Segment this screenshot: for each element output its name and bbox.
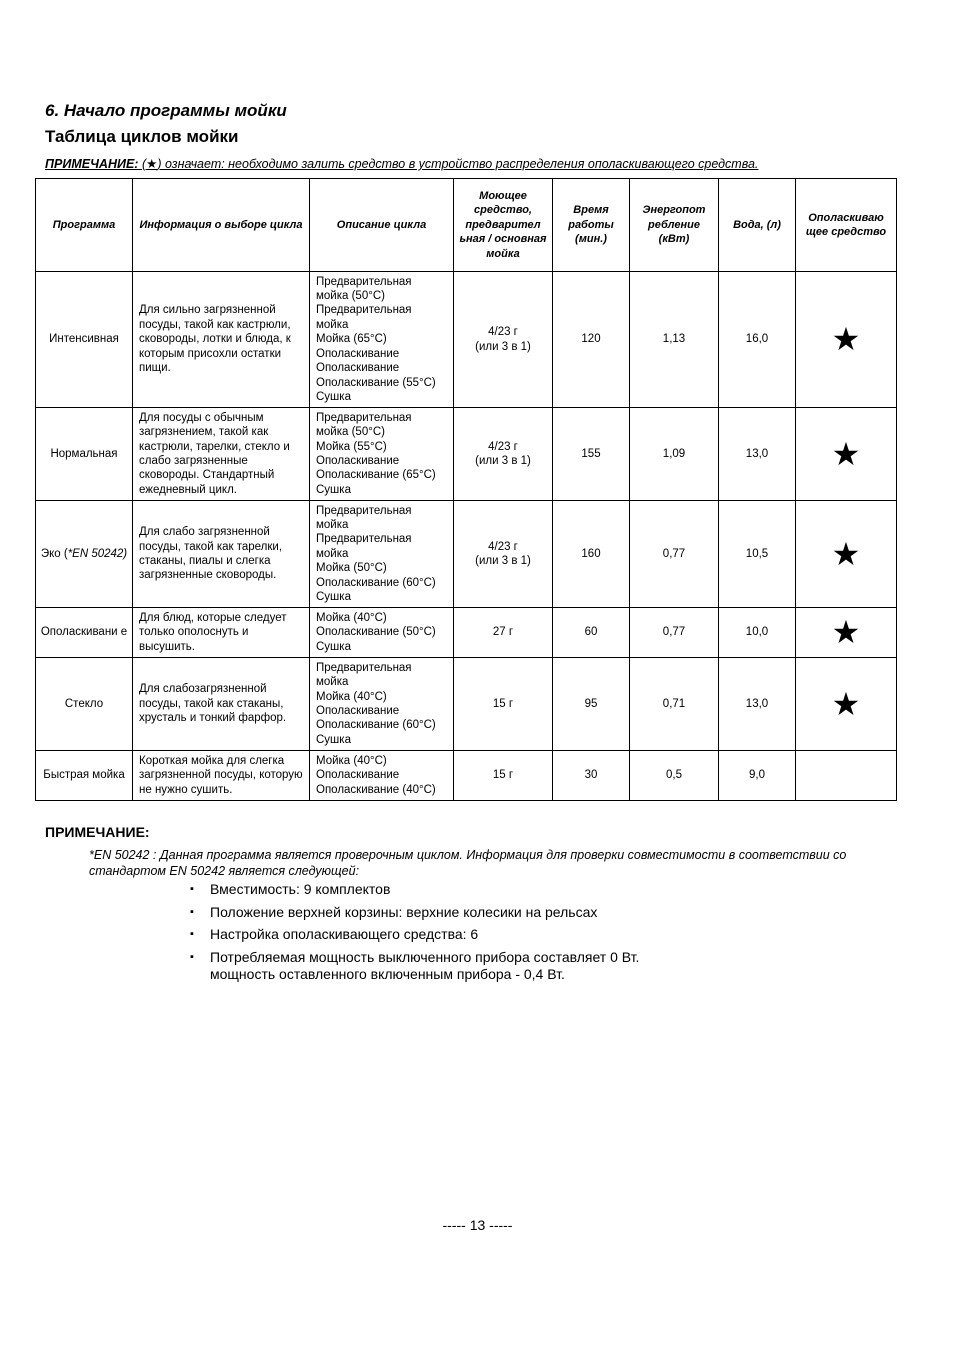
program-name: Эко (: [40, 547, 68, 560]
header-energy: Энергопот ребление (кВт): [630, 179, 719, 272]
cell-rinse: [796, 408, 897, 501]
bullet-icon: ▪: [190, 928, 194, 940]
top-note-text-a: (: [138, 157, 147, 171]
cell-energy: 0,77: [630, 608, 719, 658]
cell-description: Предварительная мойка Мойка (40°C) Ополаскивание Ополаскивание (60°C) Сушка: [310, 658, 454, 751]
bullet-icon: ▪: [190, 883, 194, 895]
bullet-icon: ▪: [190, 950, 194, 963]
top-note: [45, 156, 758, 171]
table-row: [36, 751, 897, 801]
star-icon: ★: [146, 156, 158, 171]
list-item-text: Вместимость: 9 комплектов: [210, 881, 391, 897]
table-row: [36, 272, 897, 408]
cell-detergent: 27 г: [454, 608, 553, 658]
top-note-text-b: ) означает: необходимо залить средство в устройство распределения ополаскивающего средства.: [157, 157, 759, 171]
cell-rinse: [796, 501, 897, 608]
table-row: [36, 501, 897, 608]
cell-program: [36, 501, 133, 608]
cell-info: Для сильно загрязненной посуды, такой как кастрюли, сковороды, лотки и блюда, к которым присохли остатки пищи.: [133, 272, 310, 408]
cell-energy: 0,77: [630, 501, 719, 608]
cell-time: 160: [553, 501, 630, 608]
cell-program: Ополаскивани е: [36, 608, 133, 658]
table-row: [36, 408, 897, 501]
header-time: Время работы (мин.): [553, 179, 630, 272]
cell-water: 13,0: [719, 408, 796, 501]
cell-water: 10,0: [719, 608, 796, 658]
cell-info: Для посуды с обычным загрязнением, такой как кастрюли, тарелки, стекло и слабо загрязненные сковороды. Стандартный ежедневный цикл.: [133, 408, 310, 501]
cell-info: Для слабо загрязненной посуды, такой как тарелки, стаканы, пиалы и слегка загрязненные сковороды.: [133, 501, 310, 608]
cell-time: 120: [553, 272, 630, 408]
bottom-note-label: ПРИМЕЧАНИЕ:: [45, 824, 150, 840]
table-title: Таблица циклов мойки: [45, 127, 239, 146]
star-icon: ★: [831, 613, 861, 652]
cell-info: Короткая мойка для слегка загрязненной посуды, которую не нужно сушить.: [133, 751, 310, 801]
list-item: [190, 926, 639, 943]
cell-water: 13,0: [719, 658, 796, 751]
bottom-note-text: *EN 50242 : Данная программа является проверочным циклом. Информация для проверки совместимости в соответствии со стандартом EN 50242 является следующей:: [89, 848, 847, 878]
cell-rinse: [796, 658, 897, 751]
cell-program: Стекло: [36, 658, 133, 751]
cell-description: Предварительная мойка (50°C) Предварительная мойка Мойка (65°C) Ополаскивание Ополаскивание Ополаскивание (55°C) Сушка: [310, 272, 454, 408]
header-water: Вода, (л): [719, 179, 796, 272]
section-title: 6. Начало программы мойки: [45, 101, 287, 120]
cell-description: Мойка (40°C) Ополаскивание (50°C) Сушка: [310, 608, 454, 658]
star-icon: ★: [831, 320, 861, 359]
header-rinse: Ополаскиваю щее средство: [796, 179, 897, 272]
header-info: Информация о выборе цикла: [133, 179, 310, 272]
cell-detergent: 4/23 г (или 3 в 1): [454, 501, 553, 608]
wash-cycles-table: [35, 178, 897, 801]
header-program: Программа: [36, 179, 133, 272]
cell-rinse: [796, 751, 897, 801]
list-item-text: Настройка ополаскивающего средства: 6: [210, 926, 479, 942]
cell-energy: 0,5: [630, 751, 719, 801]
cell-detergent: 4/23 г (или 3 в 1): [454, 408, 553, 501]
table-row: [36, 658, 897, 751]
table-header-row: [36, 179, 897, 272]
cell-time: 30: [553, 751, 630, 801]
cell-description: Предварительная мойка Предварительная мойка Мойка (50°C) Ополаскивание (60°C) Сушка: [310, 501, 454, 608]
cell-time: 155: [553, 408, 630, 501]
cell-info: Для слабозагрязненной посуды, такой как стаканы, хрусталь и тонкий фарфор.: [133, 658, 310, 751]
page-number: ----- 13 -----: [442, 1217, 513, 1233]
cell-description: Мойка (40°C) Ополаскивание Ополаскивание (40°C): [310, 751, 454, 801]
list-item-text: Положение верхней корзины: верхние колесики на рельсах: [210, 903, 598, 920]
cell-time: 60: [553, 608, 630, 658]
cell-water: 9,0: [719, 751, 796, 801]
cell-detergent: 4/23 г (или 3 в 1): [454, 272, 553, 408]
cell-info: Для блюд, которые следует только ополоснуть и высушить.: [133, 608, 310, 658]
cell-rinse: [796, 608, 897, 658]
cell-water: 10,5: [719, 501, 796, 608]
test-specs-list: [190, 881, 639, 988]
table-row: [36, 608, 897, 658]
cell-rinse: [796, 272, 897, 408]
cell-description: Предварительная мойка (50°C) Мойка (55°C) Ополаскивание Ополаскивание (65°C) Сушка: [310, 408, 454, 501]
cell-energy: 0,71: [630, 658, 719, 751]
list-item: [190, 881, 639, 898]
list-item: [190, 949, 639, 983]
star-icon: ★: [831, 534, 861, 573]
top-note-label: ПРИМЕЧАНИЕ:: [45, 157, 139, 171]
cell-energy: 1,09: [630, 408, 719, 501]
star-icon: ★: [831, 684, 861, 723]
cell-program: Нормальная: [36, 408, 133, 501]
bullet-icon: ▪: [190, 905, 194, 918]
header-detergent: Моющее средство, предварител ьная / основная мойка: [454, 179, 553, 272]
cell-detergent: 15 г: [454, 658, 553, 751]
cell-time: 95: [553, 658, 630, 751]
header-description: Описание цикла: [310, 179, 454, 272]
cell-energy: 1,13: [630, 272, 719, 408]
list-item-text: Потребляемая мощность выключенного прибора составляет 0 Вт. мощность оставленного включенным прибора - 0,4 Вт.: [210, 948, 640, 982]
star-icon: ★: [831, 434, 861, 473]
cell-program: Быстрая мойка: [36, 751, 133, 801]
cell-program: Интенсивная: [36, 272, 133, 408]
list-item: [190, 904, 639, 921]
program-standard-ref: *EN 50242): [67, 547, 128, 560]
cell-detergent: 15 г: [454, 751, 553, 801]
cell-water: 16,0: [719, 272, 796, 408]
